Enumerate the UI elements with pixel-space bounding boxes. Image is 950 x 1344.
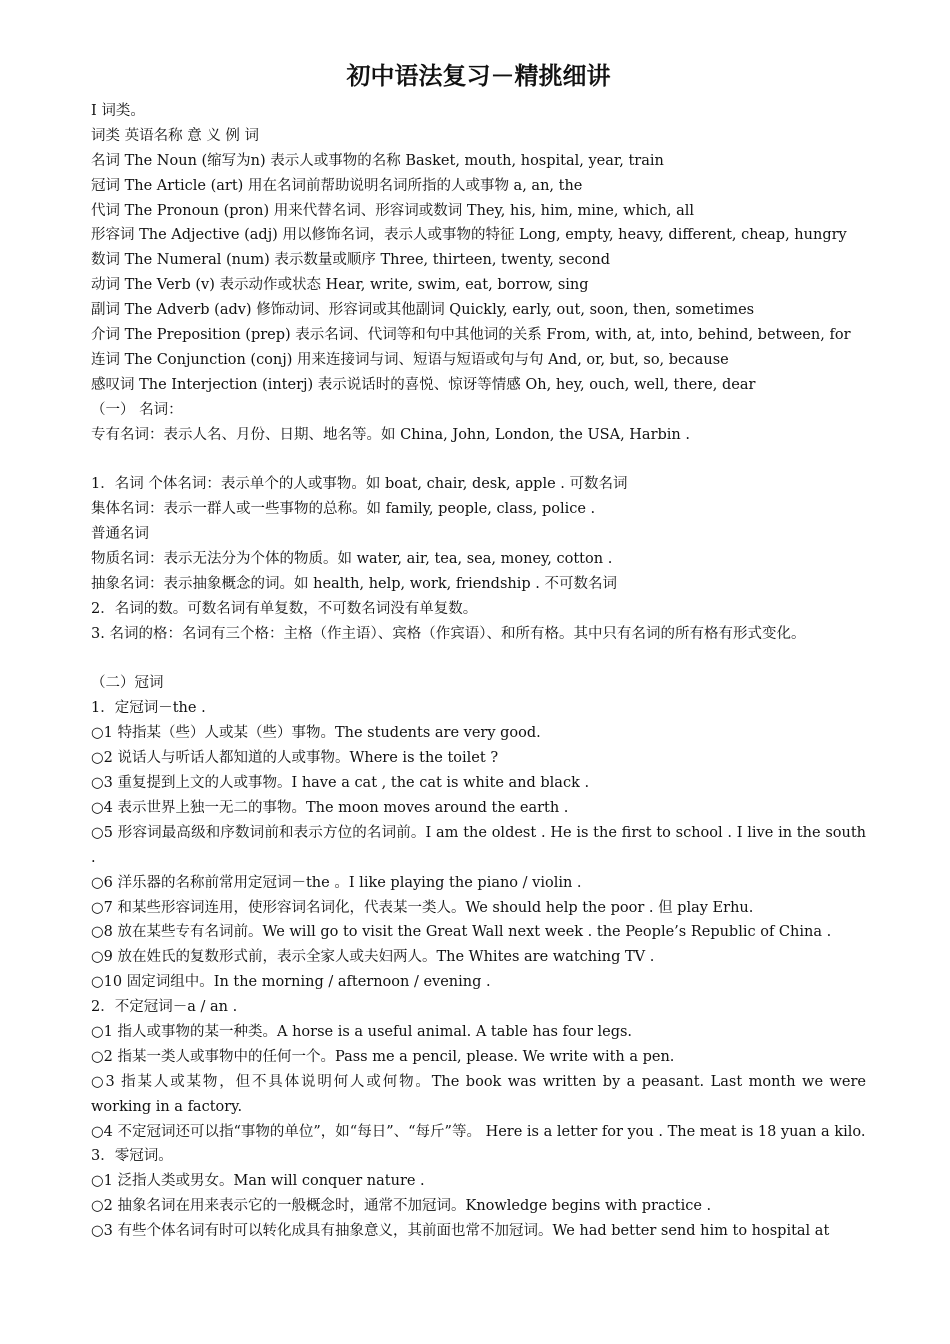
- text-line: 名词 The Noun (缩写为n) 表示人或事物的名称 Basket, mouth, hospital, year, train: [91, 152, 664, 169]
- text-line: ○2 抽象名词在用来表示它的一般概念时，通常不加冠词。Knowledge begins with practice .: [91, 1198, 712, 1215]
- text-line: （一） 名词：: [91, 401, 183, 418]
- text-line: 抽象名词：表示抽象概念的词。如 health, help, work, friendship . 不可数名词: [91, 575, 617, 592]
- page-title: 初中语法复习－精挑细讲: [346, 61, 611, 90]
- text-line: （二）冠词: [91, 675, 164, 692]
- text-line: ○2 说话人与听话人都知道的人或事物。Where is the toilet ?: [91, 750, 499, 767]
- text-line: 3．零冠词。: [91, 1148, 173, 1165]
- text-line: 连词 The Conjunction (conj) 用来连接词与词、短语与短语或句与句 And, or, but, so, because: [91, 351, 729, 368]
- text-line: 介词 The Preposition (prep) 表示名词、代词等和句中其他词的关系 From, with, at, into, behind, between, for: [91, 327, 851, 344]
- text-line: 1．定冠词－the .: [91, 700, 206, 717]
- text-line: ○7 和某些形容词连用，使形容词名词化，代表某一类人。We should help the poor . 但 play Erhu.: [91, 899, 754, 916]
- text-line: 冠词 The Article (art) 用在名词前帮助说明名词所指的人或事物 a, an, the: [91, 177, 583, 194]
- text-line: 动词 The Verb (v) 表示动作或状态 Hear, write, swim, eat, borrow, sing: [91, 277, 589, 294]
- text-line: 词类 英语名称 意 义 例 词: [91, 127, 260, 144]
- text-line: 副词 The Adverb (adv) 修饰动词、形容词或其他副词 Quickly, early, out, soon, then, sometimes: [91, 302, 755, 319]
- text-line: ○4 表示世界上独一无二的事物。The moon moves around the earth .: [91, 799, 569, 816]
- text-line: 物质名词：表示无法分为个体的物质。如 water, air, tea, sea, money, cotton .: [91, 551, 613, 568]
- text-line: 专有名词：表示人名、月份、日期、地名等。如 China, John, London, the USA, Harbin .: [91, 426, 690, 443]
- text-line: 集体名词：表示一群人或一些事物的总称。如 family, people, class, police .: [91, 501, 596, 518]
- text-line: 1．名词 个体名词：表示单个的人或事物。如 boat, chair, desk, apple . 可数名词: [91, 476, 628, 493]
- text-line: ○1 指人或事物的某一种类。A horse is a useful animal. A table has four legs.: [91, 1023, 633, 1040]
- text-line: ○10 固定词组中。In the morning / afternoon / evening .: [91, 974, 491, 991]
- text-line: ○8 放在某些专有名词前。We will go to visit the Great Wall next week . the People’s Republic of China .: [91, 924, 832, 941]
- text-line: ○6 洋乐器的名称前常用定冠词－the 。I like playing the piano / violin .: [91, 874, 582, 891]
- text-line: 3. 名词的格：名词有三个格：主格（作主语）、宾格（作宾语）、和所有格。其中只有名词的所有格有形式变化。: [91, 625, 806, 642]
- text-line: 数词 The Numeral (num) 表示数量或顺序 Three, thirteen, twenty, second: [91, 252, 611, 269]
- text-line: ○1 泛指人类或男女。Man will conquer nature .: [91, 1173, 425, 1190]
- blank-line: [91, 447, 866, 472]
- text-paragraph: ○4 不定冠词还可以指“事物的单位”，如“每日”、“每斤”等。 Here is a letter for you . The meat is 18 yuan a kilo.: [91, 1123, 866, 1140]
- document-body: [91, 99, 866, 1244]
- text-line: ○1 特指某（些）人或某（些）事物。The students are very good.: [91, 725, 541, 742]
- text-line: ○9 放在姓氏的复数形式前，表示全家人或夫妇两人。The Whites are watching TV .: [91, 949, 655, 966]
- text-line: 代词 The Pronoun (pron) 用来代替名词、形容词或数词 They, his, him, mine, which, all: [91, 202, 695, 219]
- text-line: 形容词 The Adjective (adj) 用以修饰名词，表示人或事物的特征 Long, empty, heavy, different, cheap, hungry: [91, 227, 847, 244]
- text-line: 2．名词的数。可数名词有单复数，不可数名词没有单复数。: [91, 600, 478, 617]
- blank-line: [91, 647, 866, 672]
- text-line: 2．不定冠词－a / an .: [91, 999, 238, 1016]
- text-line: ○3 有些个体名词有时可以转化成具有抽象意义，其前面也常不加冠词。We had better send him to hospital at: [91, 1223, 830, 1240]
- text-paragraph: ○5 形容词最高级和序数词前和表示方位的名词前。I am the oldest . He is the first to school . I live in the south .: [91, 824, 866, 866]
- text-line: 感叹词 The Interjection (interj) 表示说话时的喜悦、惊讶等情感 Oh, hey, ouch, well, there, dear: [91, 376, 756, 393]
- text-paragraph: ○3 指某人或某物，但不具体说明何人或何物。The book was written by a peasant. Last month we were working in a factory.: [91, 1073, 866, 1115]
- text-line: ○3 重复提到上文的人或事物。I have a cat , the cat is white and black .: [91, 775, 590, 792]
- text-line: ○2 指某一类人或事物中的任何一个。Pass me a pencil, please. We write with a pen.: [91, 1048, 675, 1065]
- text-line: 普通名词: [91, 526, 149, 543]
- text-line: Ⅰ 词类。: [91, 103, 145, 119]
